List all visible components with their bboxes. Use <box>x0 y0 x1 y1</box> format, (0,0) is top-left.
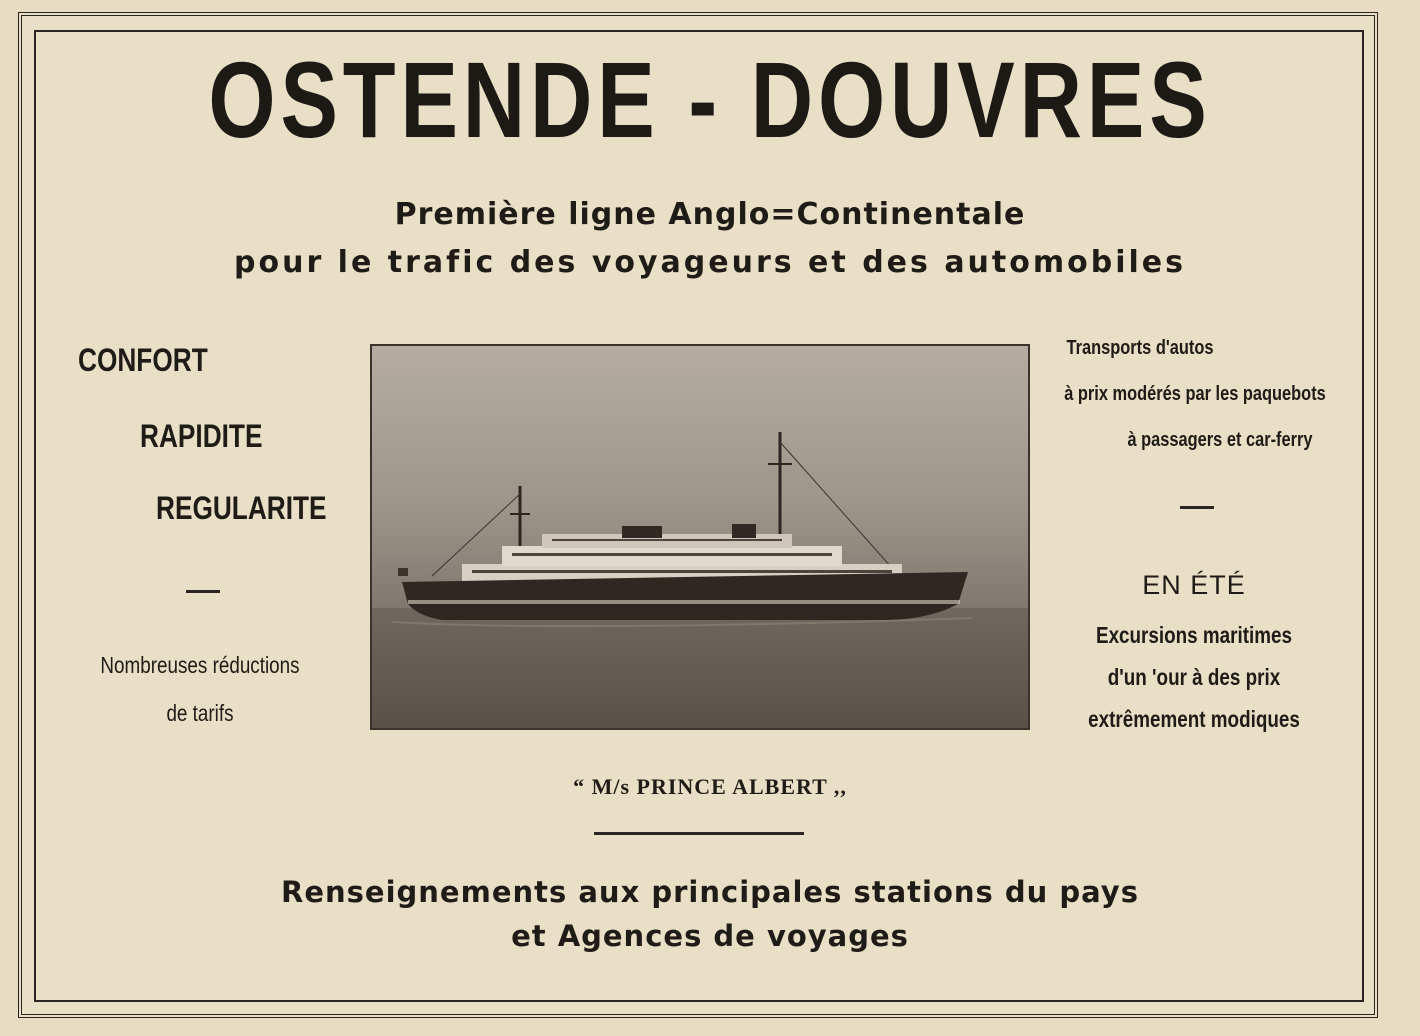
left-dash-divider <box>186 590 220 593</box>
caption-divider <box>594 832 804 835</box>
photo-caption: “ M/s PRINCE ALBERT ,, <box>573 774 847 799</box>
keyword-rapidite: RAPIDITE <box>140 418 263 454</box>
ship-photo <box>370 344 1030 730</box>
excursions-line-2: d'un 'our à des prix <box>1107 664 1281 690</box>
right-dash-divider <box>1180 506 1214 509</box>
footer-line-1: Renseignements aux principales stations du pays <box>281 875 1139 909</box>
excursions-line-3: extrêmement modiques <box>1088 706 1300 732</box>
subtitle-line-2: pour le trafic des voyageurs et des automobiles <box>234 245 1186 280</box>
transport-line-3: à passagers et car-ferry <box>1127 429 1313 451</box>
reductions-line-2: de tarifs <box>166 700 234 726</box>
transport-line-2: à prix modérés par les paquebots <box>1064 383 1326 405</box>
footer-line-2: et Agences de voyages <box>511 919 909 953</box>
reductions-line-1: Nombreuses réductions <box>100 652 300 678</box>
season-heading: EN ÉTÉ <box>1142 570 1246 600</box>
keyword-regularite: REGULARITE <box>156 490 327 526</box>
excursions-line-1: Excursions maritimes <box>1095 622 1293 648</box>
ad-title: OSTENDE - DOUVRES <box>208 39 1212 160</box>
keyword-confort: CONFORT <box>78 342 208 378</box>
subtitle-line-1: Première ligne Anglo=Continentale <box>394 197 1026 232</box>
transport-line-1: Transports d'autos <box>1066 337 1214 359</box>
